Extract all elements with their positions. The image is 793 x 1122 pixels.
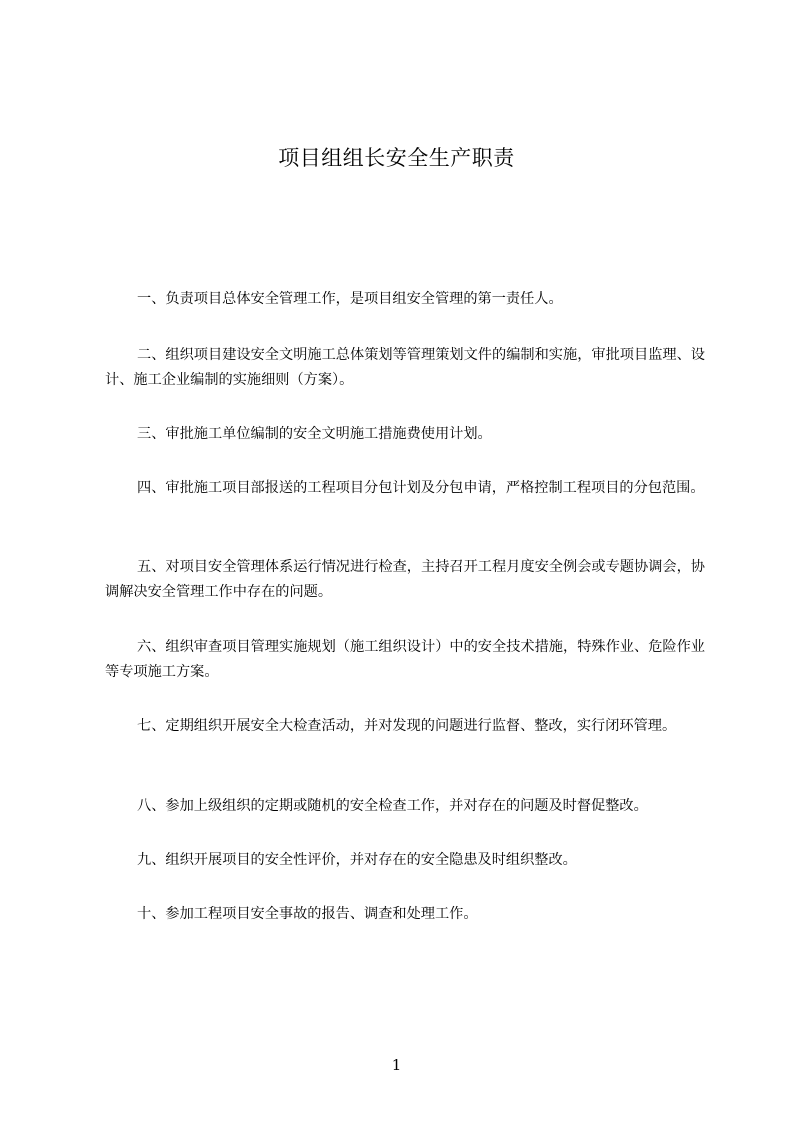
duty-item-7: 七、定期组织开展安全大检查活动，并对发现的问题进行监督、整改，实行闭环管理。	[137, 718, 677, 734]
duty-item-5: 五、对项目安全管理体系运行情况进行检查，主持召开工程月度安全例会或专题协调会，协调解决安全管理工作中存在的问题。	[105, 559, 705, 600]
page-number: 1	[391, 1056, 402, 1074]
duty-item-3: 三、审批施工单位编制的安全文明施工措施费使用计划。	[137, 426, 492, 442]
duty-item-2: 二、组织项目建设安全文明施工总体策划等管理策划文件的编制和实施，审批项目监理、设计、施工企业编制的实施细则（方案）。	[105, 347, 705, 388]
duty-item-9: 九、组织开展项目的安全性评价，并对存在的安全隐患及时组织整改。	[137, 852, 577, 868]
duty-item-10: 十、参加工程项目安全事故的报告、调查和处理工作。	[137, 906, 478, 922]
duty-item-4: 四、审批施工项目部报送的工程项目分包计划及分包申请，严格控制工程项目的分包范围。	[137, 480, 705, 496]
document-title: 项目组组长安全生产职责	[278, 146, 515, 170]
duty-item-8: 八、参加上级组织的定期或随机的安全检查工作，并对存在的问题及时督促整改。	[137, 798, 648, 814]
duty-item-1: 一、负责项目总体安全管理工作，是项目组安全管理的第一责任人。	[137, 291, 563, 307]
duty-item-6: 六、组织审查项目管理实施规划（施工组织设计）中的安全技术措施，特殊作业、危险作业等专项施工方案。	[105, 639, 705, 680]
